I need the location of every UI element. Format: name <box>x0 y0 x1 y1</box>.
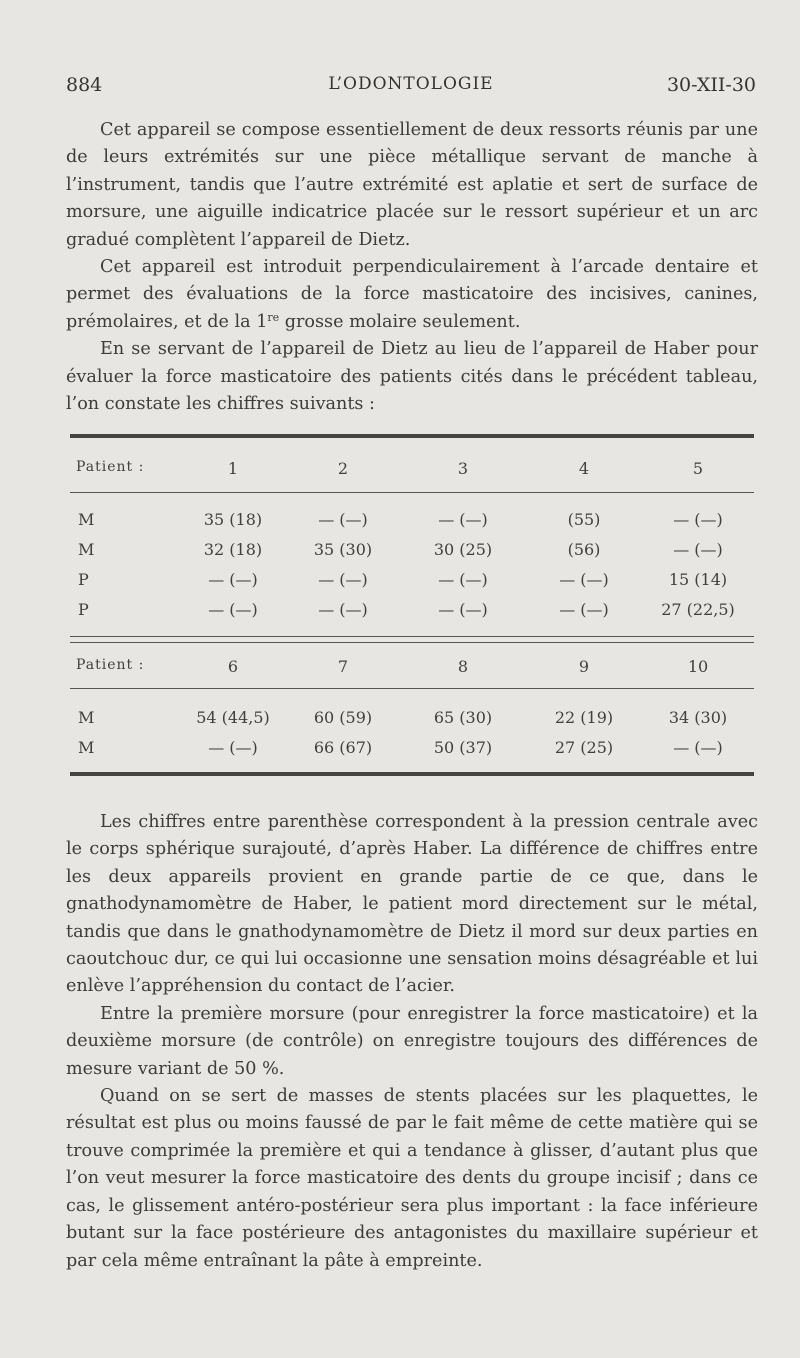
issue-date: 30-XII-30 <box>666 74 756 96</box>
paragraph: Entre la première morsure (pour enregistrer la force masticatoire) et la deuxième morsure (de contrôle) on enregistre toujours des différences de mesure variant de 50 %. <box>66 1003 758 1079</box>
header-label: Patient : <box>76 459 145 475</box>
header-cell: 5 <box>692 459 704 478</box>
table-rule <box>70 492 754 493</box>
table-top-rule <box>70 434 754 438</box>
table-row: M — (—) 66 (67) 50 (37) 27 (25) — (—) <box>78 738 723 757</box>
table-bottom-rule <box>70 772 754 776</box>
table-header-row <box>70 657 754 683</box>
table-mid-rule <box>70 636 754 643</box>
table-row: P — (—) — (—) — (—) — (—) 15 (14) <box>78 570 728 589</box>
header-cell: 4 <box>578 459 590 478</box>
body-text <box>66 809 758 1275</box>
header-cell: 3 <box>457 459 469 478</box>
header-cell: 7 <box>337 657 349 676</box>
paragraph: En se servant de l’appareil de Dietz au lieu de l’appareil de Haber pour évaluer la force masticatoire des patients cités dans le précédent tableau, l’on constate les chiffres suivants : <box>66 339 758 415</box>
intro-text <box>66 117 758 418</box>
table-row: M 35 (18) — (—) — (—) (55) — (—) <box>78 510 723 529</box>
running-head <box>66 74 756 102</box>
paragraph: Cet appareil se compose essentiellement de deux ressorts réunis par une de leurs extrémités sur une pièce métallique servant de manche à l’instrument, tandis que l’autre extrémité est aplatie et sert de surface de morsure, une aiguille indicatrice placée sur le ressort supérieur et un arc gradué complètent l’appareil de Dietz. <box>66 120 758 250</box>
table-row: M 54 (44,5) 60 (59) 65 (30) 22 (19) 34 (30) <box>78 708 728 727</box>
header-cell: 6 <box>227 657 239 676</box>
paragraph: Quand on se sert de masses de stents placées sur les plaquettes, le résultat est plus ou moins faussé de par le fait même de cette matière qui se trouve comprimée la première et qui a tendance à glisser, d’autant plus que l’on veut mesurer la force masticatoire des dents du groupe incisif ; dans ce cas, le glissement antéro-postérieur sera plus important : la face inférieure butant sur la face postérieure des antagonistes du maxillaire supérieur et par cela même entraînant la pâte à empreinte. <box>66 1086 758 1271</box>
page-number: 884 <box>66 74 103 96</box>
header-cell: 2 <box>337 459 349 478</box>
header-cell: 1 <box>227 459 239 478</box>
header-cell: 10 <box>687 657 709 676</box>
paragraph: Cet appareil est introduit perpendiculairement à l’arcade dentaire et permet des évaluations de la force masticatoire des incisives, canines, prémolaires, et de la 1re grosse molaire seulement. <box>66 257 758 332</box>
paragraph: Les chiffres entre parenthèse correspondent à la pression centrale avec le corps sphérique surajouté, d’après Haber. La différence de chiffres entre les deux appareils provient en grande partie de ce que, dans le gnathodynamomètre de Haber, le patient mord directement sur le métal, tandis que dans le gnathodynamomètre de Dietz il mord sur deux parties en caoutchouc dur, ce qui lui occasionne une sensation moins désagréable et lui enlève l’appréhension du contact de l’acier. <box>66 812 758 997</box>
table-header-row <box>70 459 754 485</box>
header-cell: 8 <box>457 657 469 676</box>
table-row: M 32 (18) 35 (30) 30 (25) (56) — (—) <box>78 540 723 559</box>
table-row: P — (—) — (—) — (—) — (—) 27 (22,5) <box>78 600 735 619</box>
table-rule <box>70 688 754 689</box>
header-cell: 9 <box>578 657 590 676</box>
header-label: Patient : <box>76 657 145 673</box>
journal-title: L’ODONTOLOGIE <box>328 74 494 94</box>
